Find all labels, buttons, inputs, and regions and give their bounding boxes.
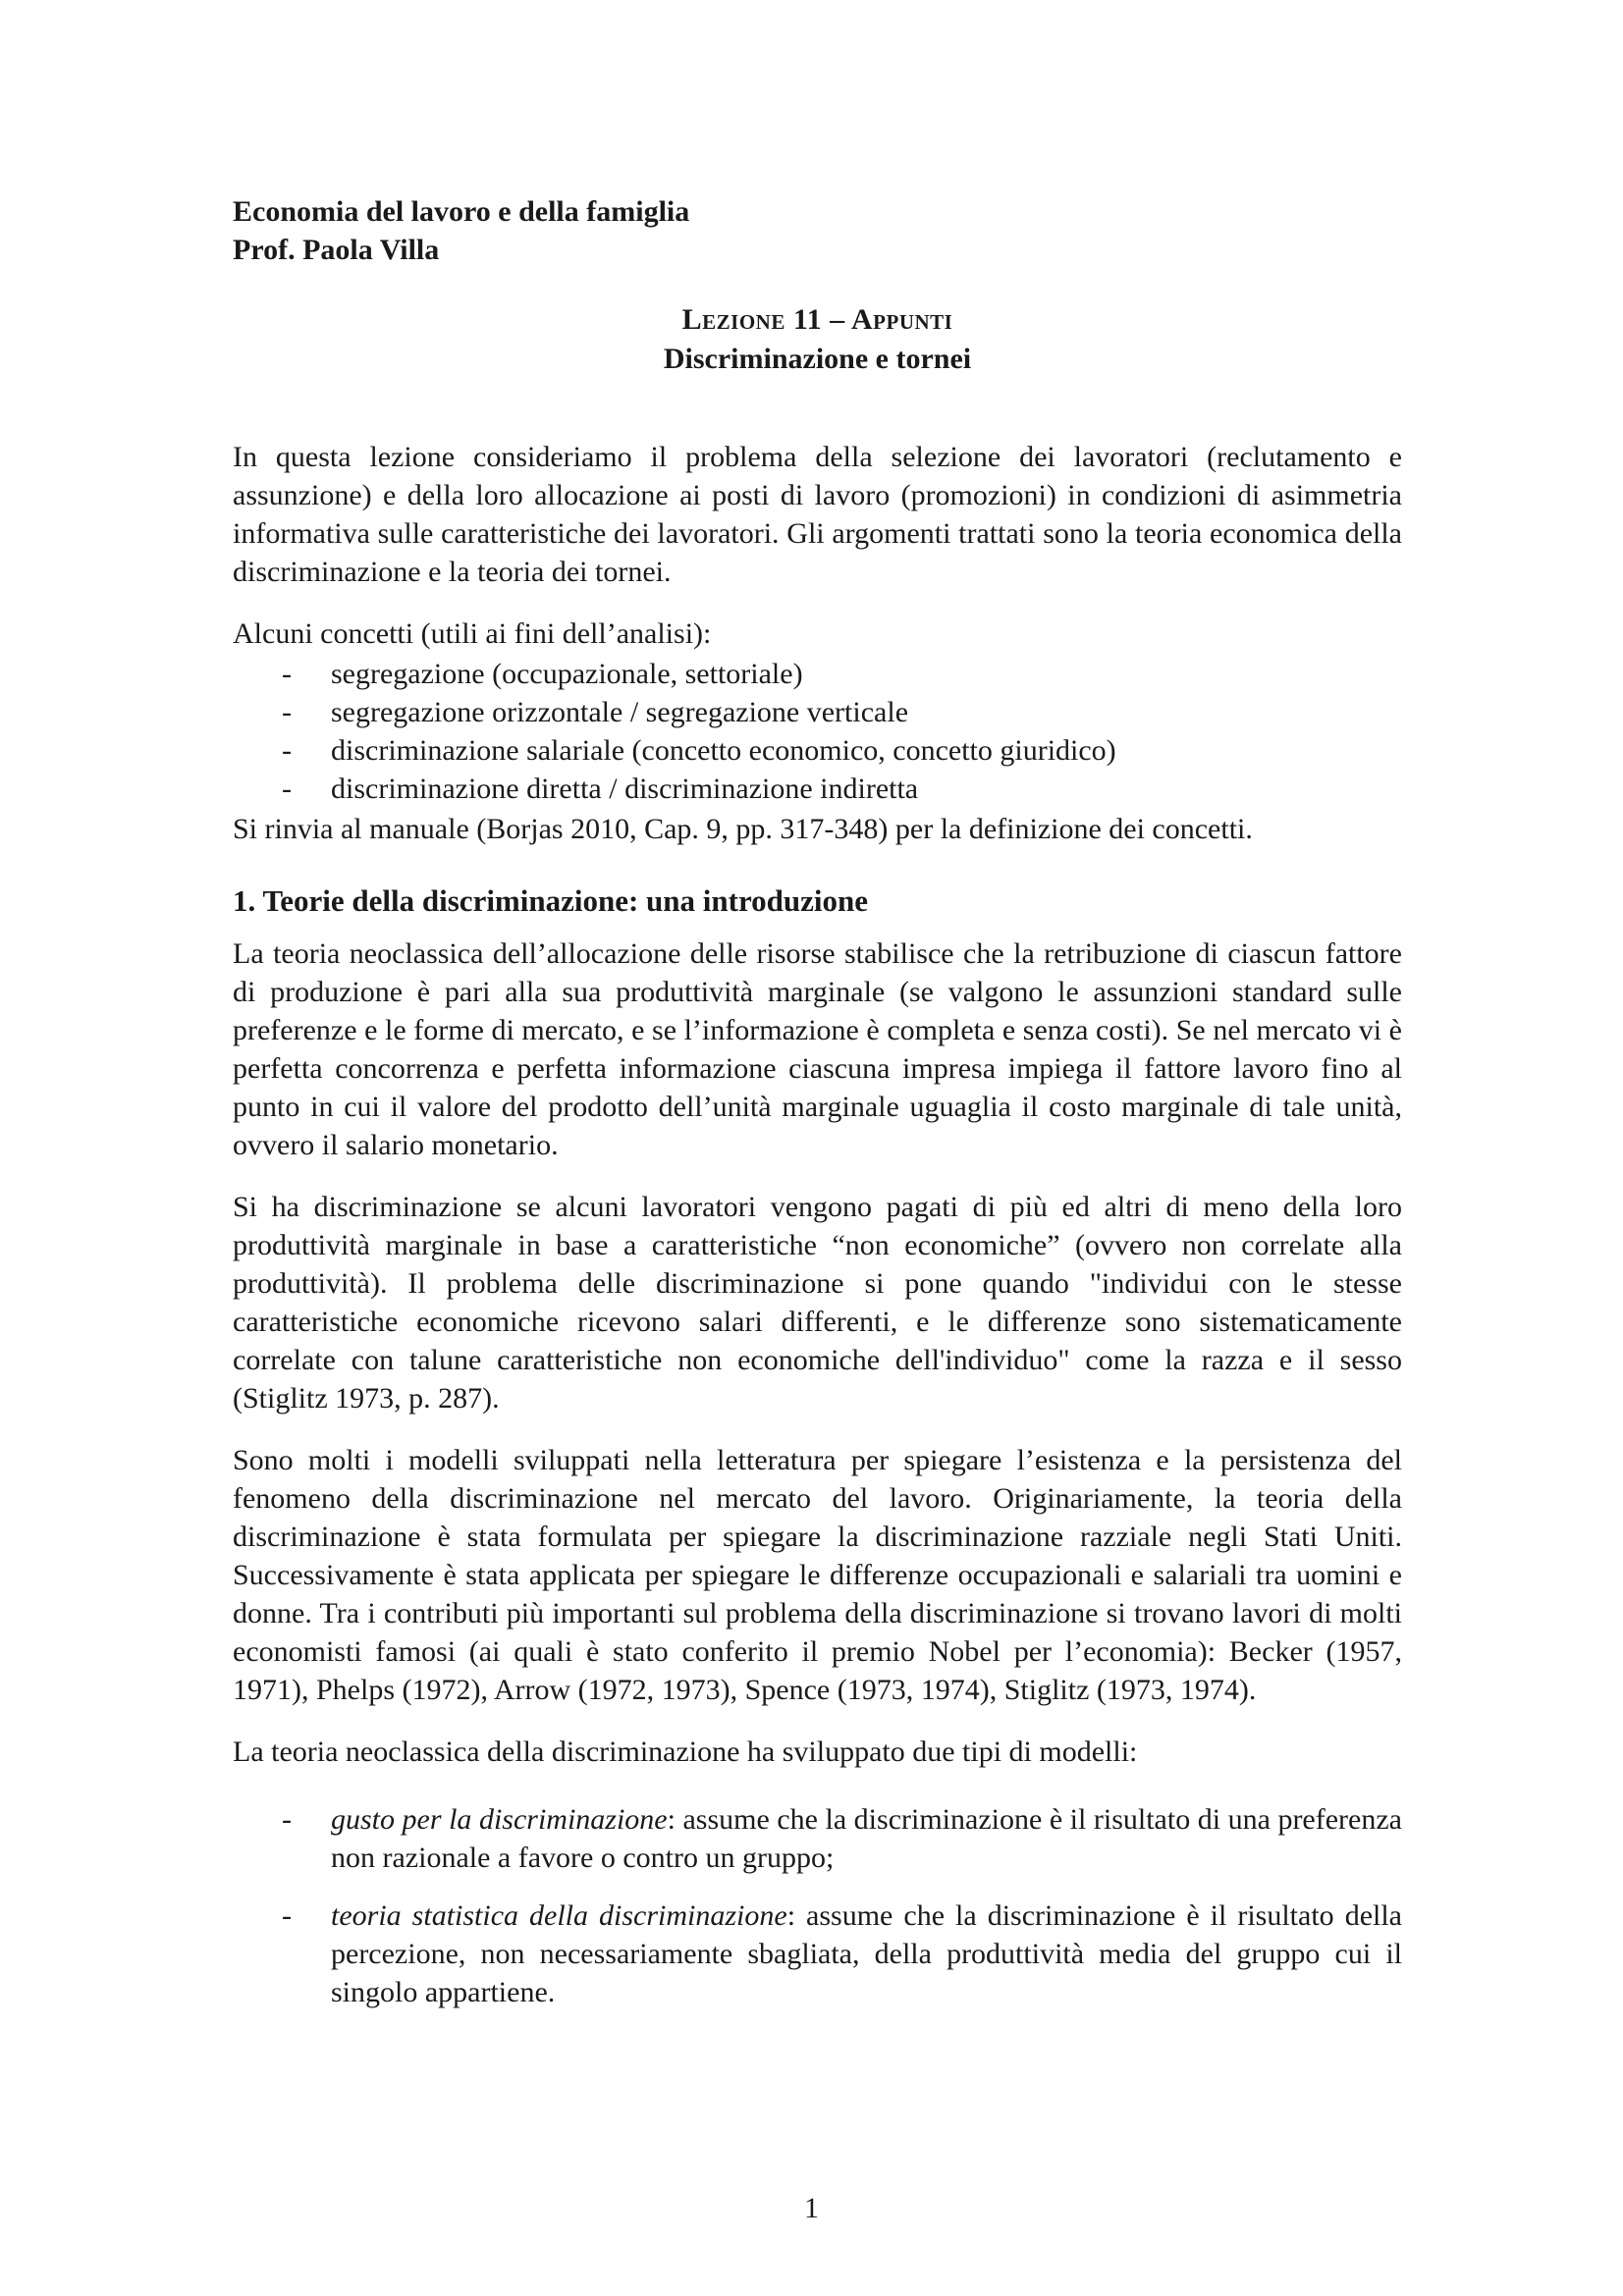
model-term: gusto per la discriminazione bbox=[331, 1803, 668, 1836]
model-term: teoria statistica della discriminazione bbox=[331, 1899, 787, 1932]
lecture-title: Lezione 11 – Appunti bbox=[681, 303, 953, 336]
paragraph-neoclassical-theory: La teoria neoclassica dell’allocazione delle risorse stabilisce che la retribuzione di ciascun fattore di produzione è pari alla sua produttività marginale (se valgono le assunzioni standard sulle preferenze e le forme di mercato, e se l’informazione è completa e senza costi). Se nel mercato vi è perfetta concorrenza e perfetta informazione ciascuna impresa impiega il fattore lavoro fino al punto in cui il valore del prodotto dell’unità marginale uguaglia il costo marginale di tale unità, ovvero il salario monetario. bbox=[233, 937, 1402, 1161]
intro-paragraph: In questa lezione consideriamo il problema della selezione dei lavoratori (reclutamento e assunzione) e della loro allocazione ai posti di lavoro (promozioni) in condizioni di asimmetria informativa sulle caratteristiche dei lavoratori. Gli argomenti trattati sono la teoria economica della discriminazione e la teoria dei tornei. bbox=[233, 441, 1402, 588]
dash-bullet: - bbox=[282, 1899, 292, 1932]
list-item-text: segregazione (occupazionale, settoriale) bbox=[331, 658, 803, 690]
list-item bbox=[233, 1896, 1402, 2011]
model-types-list bbox=[233, 1800, 1402, 2011]
paragraph-models-history: Sono molti i modelli sviluppati nella letteratura per spiegare l’esistenza e la persistenza del fenomeno della discriminazione nel mercato del lavoro. Originariamente, la teoria della discriminazione è stata formulata per spiegare la discriminazione razziale negli Stati Uniti. Successivamente è stata applicata per spiegare le differenze occupazionali e salariali tra uomini e donne. Tra i contributi più importanti sul problema della discriminazione si trovano lavori di molti economisti famosi (ai quali è stato conferito il premio Nobel per l’economia): Becker (1957, 1971), Phelps (1972), Arrow (1972, 1973), Spence (1973, 1974), Stiglitz (1973, 1974). bbox=[233, 1444, 1402, 1706]
list-item-text: discriminazione diretta / discriminazione indiretta bbox=[331, 773, 919, 805]
concepts-note: Si rinvia al manuale (Borjas 2010, Cap. 9, pp. 317-348) per la definizione dei concetti. bbox=[233, 813, 1253, 845]
course-title: Economia del lavoro e della famiglia bbox=[233, 195, 690, 228]
model-description: : assume che la discriminazione è il risultato della percezione, non necessariamente sbagliata, della produttività media del gruppo cui il singolo appartiene. bbox=[331, 1899, 1402, 2008]
section-heading: 1. Teorie della discriminazione: una introduzione bbox=[233, 883, 869, 918]
professor-name: Prof. Paola Villa bbox=[233, 234, 440, 266]
dash-bullet: - bbox=[282, 658, 292, 690]
list-item-text bbox=[331, 1896, 1402, 2011]
concepts-lead: Alcuni concetti (utili ai fini dell’analisi): bbox=[233, 617, 712, 650]
list-item bbox=[233, 731, 1402, 770]
list-item bbox=[233, 693, 1402, 731]
dash-bullet: - bbox=[282, 773, 292, 805]
list-item-text bbox=[331, 1800, 1402, 1877]
dash-bullet: - bbox=[282, 734, 292, 767]
lecture-subtitle: Discriminazione e tornei bbox=[663, 343, 972, 375]
paragraph-two-model-types: La teoria neoclassica della discriminazione ha sviluppato due tipi di modelli: bbox=[233, 1735, 1138, 1768]
dash-bullet: - bbox=[282, 1803, 292, 1836]
model-description: : assume che la discriminazione è il risultato di una preferenza non razionale a favore o contro un gruppo; bbox=[331, 1803, 1402, 1874]
list-item bbox=[233, 655, 1402, 693]
lecture-title-block bbox=[233, 300, 1402, 379]
list-item-text: discriminazione salariale (concetto economico, concetto giuridico) bbox=[331, 734, 1116, 767]
list-item bbox=[233, 1800, 1402, 1877]
dash-bullet: - bbox=[282, 696, 292, 728]
list-item bbox=[233, 770, 1402, 808]
document-header bbox=[233, 192, 1402, 269]
page-number: 1 bbox=[804, 2192, 819, 2224]
paragraph-discrimination-definition: Si ha discriminazione se alcuni lavoratori vengono pagati di più ed altri di meno della loro produttività marginale in base a caratteristiche “non economiche” (ovvero non correlate alla produttività). Il problema delle discriminazione si pone quando "individui con le stesse caratteristiche economiche ricevono salari differenti, e le differenze sono sistematicamente correlate con talune caratteristiche non economiche dell'individuo" come la razza e il sesso (Stiglitz 1973, p. 287). bbox=[233, 1191, 1402, 1415]
list-item-text: segregazione orizzontale / segregazione verticale bbox=[331, 696, 909, 728]
concepts-list bbox=[233, 655, 1402, 808]
